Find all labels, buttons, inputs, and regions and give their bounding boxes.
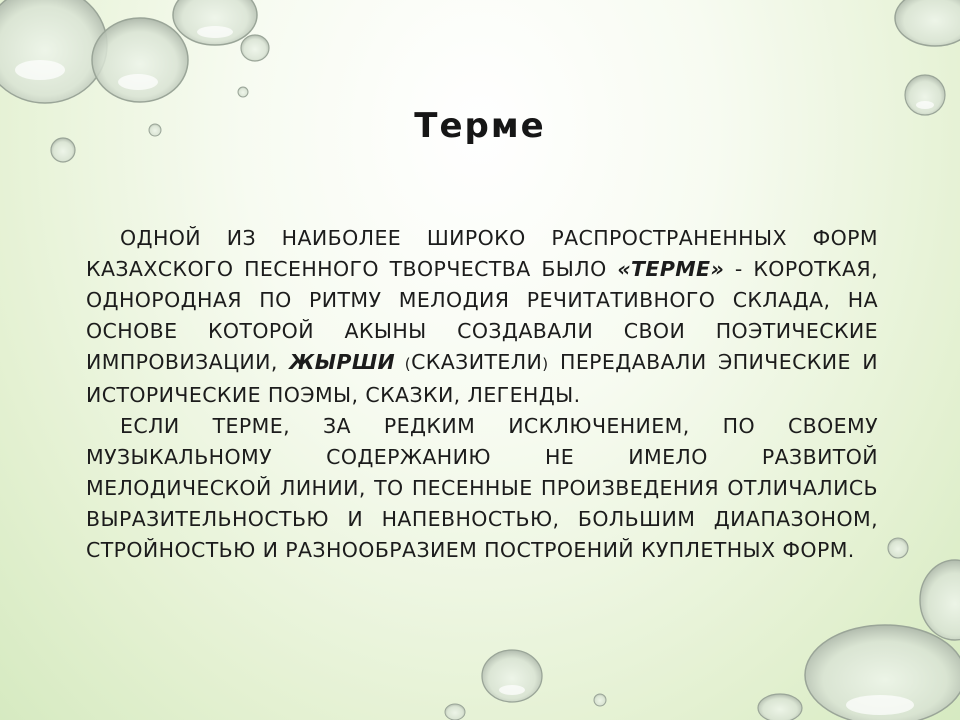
drop	[805, 625, 960, 720]
drop	[238, 87, 248, 97]
open-paren: (	[395, 355, 412, 373]
paragraph-1-text-b: - КОРОТКАЯ, ОДНОРОДНАЯ ПО РИТМУ МЕЛОДИЯ РЕЧИТАТИВНОГО СКЛАДА, НА ОСНОВЕ КОТОРОЙ АКЫНЫ СОЗДАВАЛИ СВОИ ПОЭТИЧЕСКИЕ ИМПРОВИЗАЦИИ,	[86, 257, 878, 374]
paragraph-1-text-a: ОДНОЙ ИЗ НАИБОЛЕЕ ШИРОКО РАСПРОСТРАНЕННЫХ ФОРМ КАЗАХСКОГО ПЕСЕННОГО ТВОРЧЕСТВА БЫЛО	[86, 226, 878, 281]
slide-body	[86, 223, 878, 566]
drop	[758, 694, 802, 720]
drop	[888, 538, 908, 558]
drop	[594, 694, 606, 706]
drop	[0, 0, 107, 103]
drop	[445, 704, 465, 720]
close-paren: )	[542, 355, 549, 373]
drop	[241, 35, 269, 61]
paragraph-2: ЕСЛИ ТЕРМЕ, ЗА РЕДКИМ ИСКЛЮЧЕНИЕМ, ПО СВОЕМУ МУЗЫКАЛЬНОМУ СОДЕРЖАНИЮ НЕ ИМЕЛО РАЗВИТОЙ МЕЛОДИЧЕСКОЙ ЛИНИИ, ТО ПЕСЕННЫЕ ПРОИЗВЕДЕНИЯ ОТЛИЧАЛИСЬ ВЫРАЗИТЕЛЬНОСТЬЮ И НАПЕВНОСТЬЮ, БОЛЬШИМ ДИАПАЗОНОМ, СТРОЙНОСТЬЮ И РАЗНООБРАЗИЕМ ПОСТРОЕНИЙ КУПЛЕТНЫХ ФОРМ.	[86, 414, 878, 562]
paragraph-1-text-d: ПЕРЕДАВАЛИ ЭПИЧЕСКИЕ И ИСТОРИЧЕСКИЕ ПОЭМЫ, СКАЗКИ, ЛЕГЕНДЫ.	[86, 350, 879, 407]
drop	[482, 650, 542, 702]
drop	[173, 0, 257, 45]
paragraph-1	[86, 223, 878, 411]
term-zhyrshi: ЖЫРШИ	[289, 350, 396, 374]
paragraph-1-text-c: СКАЗИТЕЛИ	[411, 350, 543, 374]
term-terme: «ТЕРМЕ»	[617, 257, 725, 281]
drop	[92, 18, 188, 102]
drop	[895, 0, 960, 46]
slide-title: Терме	[414, 106, 546, 146]
drop	[920, 560, 960, 640]
